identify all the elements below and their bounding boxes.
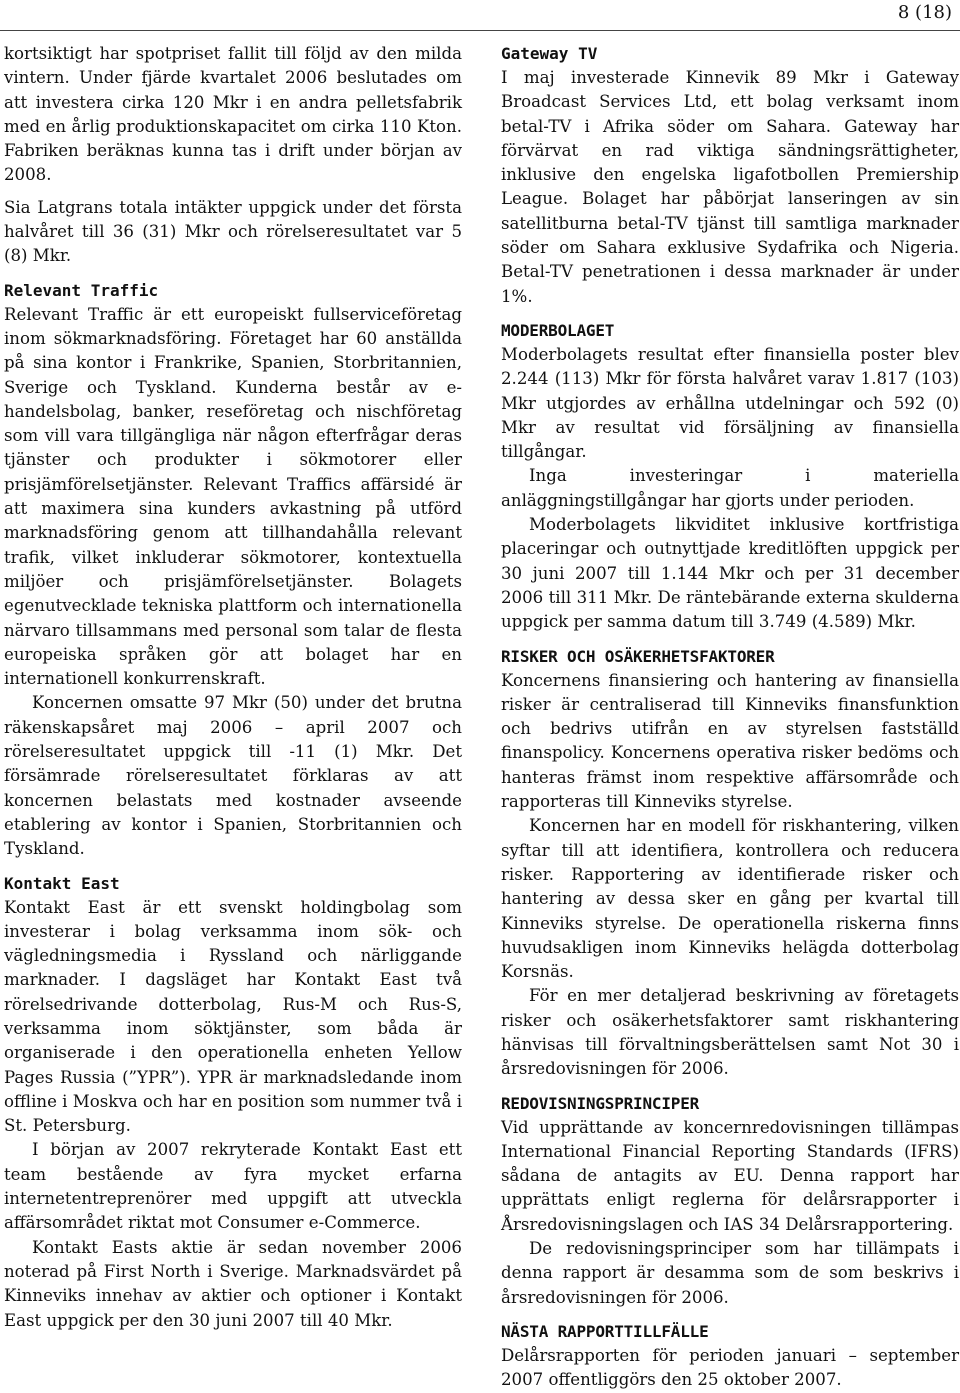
paragraph: Vid upprättande av koncernredovisningen tillämpas International Financial Reporting Standards (IFRS) sådana de antagits av EU. Denna rapport har upprättats enligt reglerna för delårsrapporter i Årsredovisningslagen och IAS 34 Delårsrapportering. xyxy=(501,1117,959,1234)
paragraph: I början av 2007 rekryterade Kontakt East ett team bestående av fyra mycket erfarna internetentreprenörer med uppgift att utveckla affärsområdet riktat mot Consumer e-Commerce. xyxy=(4,1140,462,1233)
paragraph: I maj investerade Kinnevik 89 Mkr i Gateway Broadcast Services Ltd, ett bolag verksamt inom betal-TV i Afrika söder om Sahara. Gateway har förvärvat en rad viktiga sändningsrättigheter, inklusive den engelska ligafotbollen Premiership League. Bolaget har påbörjat lanseringen av sin satellitburna betal-TV tjänst till samtliga marknader söder om Sahara exklusive Sydafrika och Nigeria. Betal-TV penetrationen i dessa marknader är under 1%. xyxy=(501,68,959,306)
section-heading-redovisningsprinciper: REDOVISNINGSPRINCIPER xyxy=(501,1093,700,1113)
section-heading-kontakt-east: Kontakt East xyxy=(4,873,120,893)
section-heading-nasta-rapport: NÄSTA RAPPORTTILLFÄLLE xyxy=(501,1321,709,1341)
paragraph: Inga investeringar i materiella anläggningstillgångar har gjorts under perioden. xyxy=(501,466,959,510)
section-heading-moderbolaget: MODERBOLAGET xyxy=(501,320,615,340)
section-heading-relevant-traffic: Relevant Traffic xyxy=(4,280,159,300)
page-number: 8 (18) xyxy=(897,2,952,23)
paragraph: Moderbolagets resultat efter finansiella poster blev 2.244 (113) Mkr för första halvåret varav 1.817 (103) Mkr utgjordes av erhållna utdelningar och 592 (0) Mkr av resultat vid försäljning av finansiella tillgångar. xyxy=(501,344,959,462)
paragraph: Koncernen omsatte 97 Mkr (50) under det brutna räkenskapsåret maj 2006 – april 2007 och rörelseresultatet uppgick till -11 (1) Mkr. Det försämrade rörelseresultatet förklaras av att koncernen belastats med kostnader avseende etablering av kontor i Spanien, Storbritannien och Tyskland. xyxy=(4,693,462,859)
header-rule xyxy=(0,30,960,31)
paragraph: För en mer detaljerad beskrivning av företagets risker och osäkerhetsfaktorer samt riskhantering hänvisas till förvaltningsberättelsen samt Not 30 i årsredovisningen för 2006. xyxy=(501,986,959,1079)
paragraph: Kontakt Easts aktie är sedan november 2006 noterad på First North i Sverige. Marknadsvärdet på Kinneviks innehav av aktier och optioner i Kontakt East uppgick per den 30 juni 2007 till 40 Mkr. xyxy=(4,1237,462,1330)
section-heading-risker: RISKER OCH OSÄKERHETSFAKTORER xyxy=(501,646,775,666)
left-column xyxy=(4,42,462,1333)
paragraph: Kontakt East är ett svenskt holdingbolag som investerar i bolag verksamma inom sök- och vägledningsmedia i Ryssland och närliggande marknader. I dagsläget har Kontakt East två rörelsedrivande dotterbolag, Rus-M och Rus-S, verksamma inom söktjänster, som båda är organiserade i den operationella enheten Yellow Pages Russia (”YPR”). YPR är marknadsledande inom offline i Moskva och har en position som nummer två i St. Petersburg. xyxy=(4,897,462,1136)
paragraph: Koncernens finansiering och hantering av finansiella risker är centraliserad till Kinneviks finansfunktion och bedrivs utifrån en av styrelsen fastställd finanspolicy. Koncernens operativa risker bedöms och hanteras främst inom respektive affärsområde och rapporteras till Kinneviks styrelse. xyxy=(501,670,959,812)
paragraph: Relevant Traffic är ett europeiskt fullserviceföretag inom sökmarknadsföring. Företaget har 60 anställda på sina kontor i Frankrike, Spanien, Storbritannien, Sverige och Tyskland. Kunderna består av e-handelsbolag, banker, reseföretag och nischföretag som vill vara tillgängliga när någon efterfrågar deras tjänster och produkter i sökmotorer eller prisjämförelsetjänster. Relevant Traffics affärsidé är att maximera sina kunders avkastning på utförd marknadsföring genom att tillhandahålla relevant trafik, vilket inkluderar sökmotorer, kontextuella miljöer och prisjämförelsetjänster. Bolagets egenutvecklade tekniska plattform och internationella närvaro tillsammans med personal som talar de flesta europeiska språken gör att bolaget har en internationell konkurrenskraft. xyxy=(4,304,462,689)
right-column xyxy=(501,42,959,1393)
section-heading-gateway-tv: Gateway TV xyxy=(501,44,598,63)
paragraph: Delårsrapporten för perioden januari – september 2007 offentliggörs den 25 oktober 2007. xyxy=(501,1345,959,1390)
paragraph: Koncernen har en modell för riskhantering, vilken syftar till att identifiera, kontrollera och reducera risker. Rapportering av identifierade risker och hantering av dessa sker en gång per kvartal till Kinneviks styrelse. De operationella riskerna finns huvudsakligen inom Kinneviks helägda dotterbolag Korsnäs. xyxy=(501,816,959,982)
paragraph: Moderbolagets likviditet inklusive kortfristiga placeringar och outnyttjade kreditlöften uppgick per 30 juni 2007 till 1.144 Mkr och per 31 december 2006 till 311 Mkr. De räntebärande externa skulderna uppgick per samma datum till 3.749 (4.589) Mkr. xyxy=(501,515,959,632)
paragraph: De redovisningsprinciper som har tillämpats i denna rapport är desamma som de som beskrivs i årsredovisningen för 2006. xyxy=(501,1239,959,1307)
paragraph: Sia Latgrans totala intäkter uppgick under det första halvåret till 36 (31) Mkr och rörelseresultatet var 5 (8) Mkr. xyxy=(4,197,462,266)
paragraph: kortsiktigt har spotpriset fallit till följd av den milda vintern. Under fjärde kvartalet 2006 beslutades om att investera cirka 120 Mkr i en andra pelletsfabrik med en årlig produktionskapacitet om cirka 110 Kton. Fabriken beräknas kunna tas i drift under början av 2008. xyxy=(4,44,462,185)
